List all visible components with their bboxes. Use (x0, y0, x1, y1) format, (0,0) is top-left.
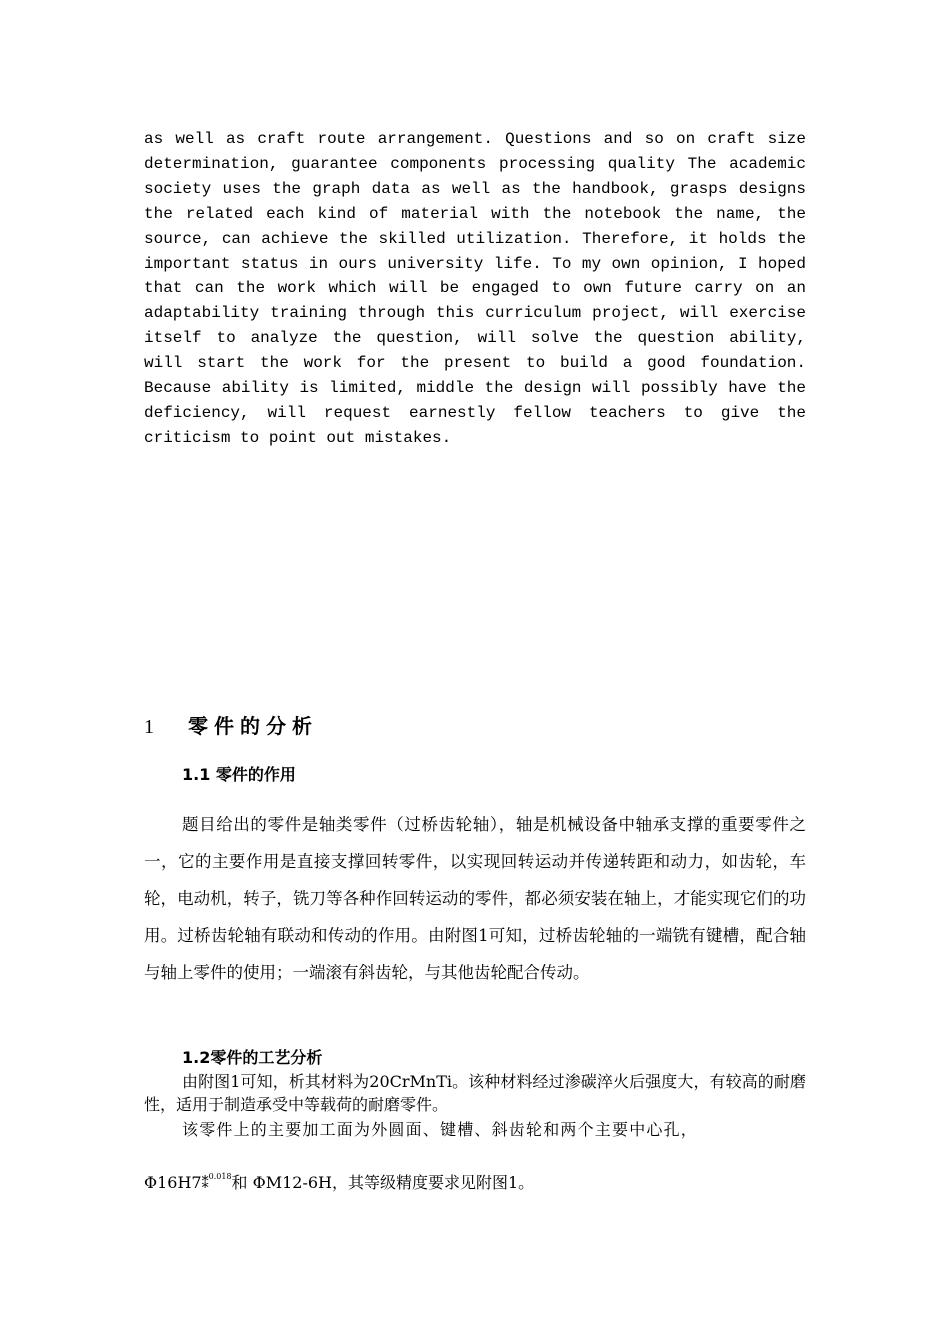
chapter-number: 1 (144, 716, 154, 738)
section-1-2-paragraph-surfaces: 该零件上的主要加工面为外圆面、键槽、斜齿轮和两个主要中心孔， (182, 1120, 699, 1139)
section-1-2-paragraph-material: 由附图1可知，析其材料为20CrMnTi。该种材料经过渗碳淬火后强度大，有较高的耐磨性，适用于制造承受中等载荷的耐磨零件。 (144, 1072, 806, 1114)
chapter-title-text: 零件的分析 (188, 714, 318, 738)
formula-prefix: Φ16H7 (144, 1173, 202, 1192)
chapter-heading (144, 710, 318, 739)
formula-tolerance-value: 0.018 (208, 1172, 232, 1181)
section-1-2-heading: 1.2零件的工艺分析 (182, 1048, 323, 1067)
formula-suffix: 和 ΦM12-6H，其等级精度要求见附图1。 (231, 1173, 535, 1192)
section-1-1-heading: 1.1 零件的作用 (182, 765, 296, 784)
tolerance-formula-line (144, 1170, 534, 1193)
section-1-1-paragraph: 题目给出的零件是轴类零件（过桥齿轮轴），轴是机械设备中轴承支撑的重要零件之一，它的主要作用是直接支撑回转零件，以实现回转运动并传递转距和动力，如齿轮，车轮，电动机，转子，铣刀等各种作回转运动的零件，都必须安装在轴上，才能实现它们的功用。过桥齿轮轴有联动和传动的作用。由附图1可知，过桥齿轮轴的一端铣有键槽，配合轴与轴上零件的使用；一端滚有斜齿轮，与其他齿轮配合传动。 (144, 815, 806, 982)
tolerance-bracket-icon: ⁑ (201, 1176, 209, 1192)
english-abstract-paragraph: as well as craft route arrangement. Questions and so on craft size determination, guarantee components processing quality The academic society uses the graph data as well as the handbook, grasps designs the related each kind of material with the notebook the name, the source, can achieve the skilled utilization. Therefore, it holds the important status in ours university life. To my own opinion, I hoped that can the work which will be engaged to own future carry on an adaptability training through this curriculum project, will exercise itself to analyze the question, will solve the question ability, will start the work for the present to build a good foundation. Because ability is limited, middle the design will possibly have the deficiency, will request earnestly fellow teachers to give the criticism to point out mistakes. (144, 130, 806, 447)
